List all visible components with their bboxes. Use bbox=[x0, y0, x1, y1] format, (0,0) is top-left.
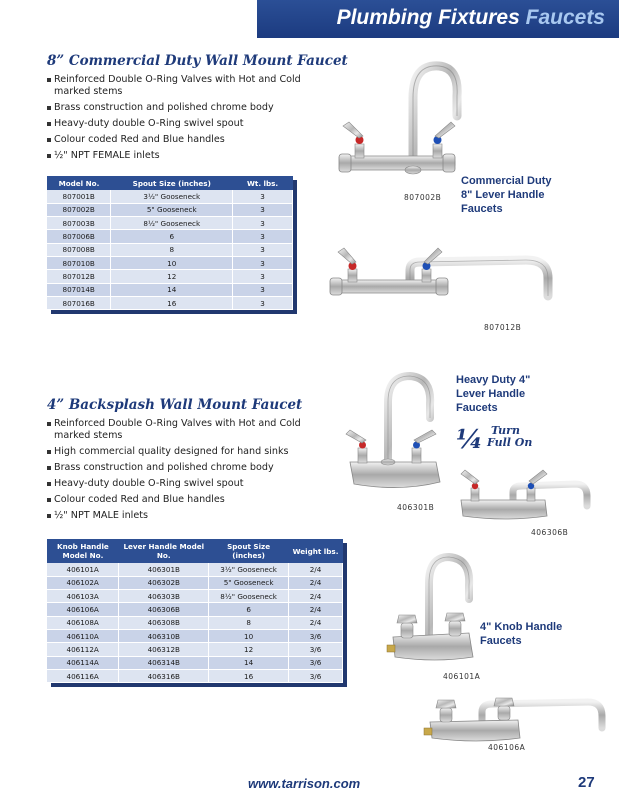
col-header: Wt. lbs. bbox=[233, 176, 293, 190]
table-cell: 807016B bbox=[47, 296, 111, 309]
table-cell: 406114A bbox=[47, 656, 119, 669]
table-cell: 807010B bbox=[47, 256, 111, 269]
bullet-item: Reinforced Double O-Ring Valves with Hot and Cold marked stems bbox=[47, 74, 337, 98]
faucet-backsplash-gooseneck-image bbox=[340, 370, 445, 500]
table-cell: 807006B bbox=[47, 230, 111, 243]
table-cell: 5" Gooseneck bbox=[111, 203, 233, 216]
table-cell: 12 bbox=[111, 270, 233, 283]
table-cell: 406108A bbox=[47, 616, 119, 629]
bullet-square-icon bbox=[47, 106, 51, 110]
page-number: 27 bbox=[578, 774, 595, 791]
table-row bbox=[47, 590, 343, 603]
table-cell: 406103A bbox=[47, 590, 119, 603]
product-code: 406106A bbox=[488, 743, 526, 752]
table-cell: 6 bbox=[209, 603, 289, 616]
table-cell: 807003B bbox=[47, 217, 111, 230]
table-cell: 406112A bbox=[47, 643, 119, 656]
col-header: Weight lbs. bbox=[289, 539, 343, 563]
faucet-knob-long-spout-image bbox=[420, 676, 610, 750]
table-cell: 3 bbox=[233, 203, 293, 216]
table-row bbox=[47, 563, 343, 576]
table-cell: 10 bbox=[209, 629, 289, 642]
bullet-item: ½" NPT FEMALE inlets bbox=[47, 150, 337, 162]
table-row bbox=[47, 283, 293, 296]
table-cell: 3 bbox=[233, 256, 293, 269]
product-code: 406301B bbox=[397, 503, 435, 512]
footer-url[interactable]: www.tarrison.com bbox=[248, 776, 361, 791]
table-cell: 3 bbox=[233, 270, 293, 283]
table-row bbox=[47, 629, 343, 642]
table-cell: 3 bbox=[233, 243, 293, 256]
faucet-knob-gooseneck-image bbox=[385, 553, 490, 673]
bullet-square-icon bbox=[47, 422, 51, 426]
section2-table bbox=[47, 539, 343, 683]
table-cell: 406312B bbox=[119, 643, 209, 656]
section1-table bbox=[47, 176, 293, 310]
bullet-square-icon bbox=[47, 78, 51, 82]
table-row bbox=[47, 243, 293, 256]
table-cell: 2/4 bbox=[289, 616, 343, 629]
table-cell: 8 bbox=[209, 616, 289, 629]
bullet-item: Brass construction and polished chrome body bbox=[47, 462, 337, 474]
caption-commercial-duty: Commercial Duty 8" Lever Handle Faucets bbox=[461, 175, 552, 215]
table-cell: 3/6 bbox=[289, 629, 343, 642]
bullet-item: ½" NPT MALE inlets bbox=[47, 510, 337, 522]
table-row bbox=[47, 669, 343, 682]
product-code: 406101A bbox=[443, 672, 481, 681]
section1-bullets bbox=[47, 74, 337, 166]
bullet-square-icon bbox=[47, 514, 51, 518]
table-cell: 10 bbox=[111, 256, 233, 269]
bullet-square-icon bbox=[47, 450, 51, 454]
section1-title: 8” Commercial Duty Wall Mount Faucet bbox=[47, 53, 348, 69]
bullet-item: Colour coded Red and Blue handles bbox=[47, 134, 337, 146]
table-row bbox=[47, 203, 293, 216]
table-cell: 807002B bbox=[47, 203, 111, 216]
table-cell: 8½" Gooseneck bbox=[111, 217, 233, 230]
table-cell: 807014B bbox=[47, 283, 111, 296]
table-cell: 2/4 bbox=[289, 563, 343, 576]
table-cell: 406106A bbox=[47, 603, 119, 616]
bullet-item: Colour coded Red and Blue handles bbox=[47, 494, 337, 506]
table-cell: 2/4 bbox=[289, 590, 343, 603]
bullet-square-icon bbox=[47, 466, 51, 470]
table-cell: 406316B bbox=[119, 669, 209, 682]
faucet-wall-long-spout-image bbox=[326, 232, 558, 320]
table-cell: 3 bbox=[233, 230, 293, 243]
table-cell: 406301B bbox=[119, 563, 209, 576]
table-row bbox=[47, 190, 293, 203]
table-row bbox=[47, 603, 343, 616]
table-row bbox=[47, 296, 293, 309]
col-header: Knob Handle Model No. bbox=[47, 539, 119, 563]
section2-title: 4” Backsplash Wall Mount Faucet bbox=[47, 397, 303, 413]
table-cell: 406110A bbox=[47, 629, 119, 642]
table-cell: 3/6 bbox=[289, 669, 343, 682]
table-row bbox=[47, 576, 343, 589]
table-cell: 3½" Gooseneck bbox=[111, 190, 233, 203]
product-code: 807002B bbox=[404, 193, 442, 202]
table-cell: 8 bbox=[111, 243, 233, 256]
table-row bbox=[47, 643, 343, 656]
table-cell: 406306B bbox=[119, 603, 209, 616]
faucet-wall-gooseneck-image bbox=[335, 58, 460, 203]
table-cell: 3½" Gooseneck bbox=[209, 563, 289, 576]
table-cell: 2/4 bbox=[289, 576, 343, 589]
table-row bbox=[47, 230, 293, 243]
table-cell: 5" Gooseneck bbox=[209, 576, 289, 589]
table-cell: 406116A bbox=[47, 669, 119, 682]
bullet-square-icon bbox=[47, 498, 51, 502]
table-cell: 8½" Gooseneck bbox=[209, 590, 289, 603]
table-cell: 2/4 bbox=[289, 603, 343, 616]
table-cell: 3 bbox=[233, 296, 293, 309]
table-row bbox=[47, 616, 343, 629]
bullet-square-icon bbox=[47, 482, 51, 486]
table-row bbox=[47, 217, 293, 230]
table-cell: 807012B bbox=[47, 270, 111, 283]
caption-heavy-duty: Heavy Duty 4" Lever Handle Faucets bbox=[456, 374, 531, 414]
table-row bbox=[47, 656, 343, 669]
bullet-item: High commercial quality designed for hand sinks bbox=[47, 446, 337, 458]
header-bar bbox=[257, 0, 619, 38]
table-cell: 3/6 bbox=[289, 643, 343, 656]
col-header: Lever Handle Model No. bbox=[119, 539, 209, 563]
table-cell: 3 bbox=[233, 283, 293, 296]
bullet-item: Brass construction and polished chrome body bbox=[47, 102, 337, 114]
table-cell: 406314B bbox=[119, 656, 209, 669]
product-code: 807012B bbox=[484, 323, 522, 332]
col-header: Model No. bbox=[47, 176, 111, 190]
table-cell: 14 bbox=[209, 656, 289, 669]
table-cell: 3 bbox=[233, 217, 293, 230]
table-cell: 16 bbox=[209, 669, 289, 682]
table-cell: 406101A bbox=[47, 563, 119, 576]
table-cell: 406302B bbox=[119, 576, 209, 589]
table-cell: 406308B bbox=[119, 616, 209, 629]
bullet-square-icon bbox=[47, 154, 51, 158]
table-cell: 406102A bbox=[47, 576, 119, 589]
page-title: Plumbing Fixtures Faucets bbox=[336, 6, 605, 29]
col-header: Spout Size (inches) bbox=[209, 539, 289, 563]
table-cell: 12 bbox=[209, 643, 289, 656]
table-cell: 406310B bbox=[119, 629, 209, 642]
section2-bullets bbox=[47, 418, 337, 526]
bullet-square-icon bbox=[47, 122, 51, 126]
table-cell: 406303B bbox=[119, 590, 209, 603]
col-header: Spout Size (inches) bbox=[111, 176, 233, 190]
table-cell: 3 bbox=[233, 190, 293, 203]
caption-knob-handle: 4" Knob Handle Faucets bbox=[480, 621, 563, 647]
bullet-item: Reinforced Double O-Ring Valves with Hot and Cold marked stems bbox=[47, 418, 337, 442]
faucet-backsplash-long-spout-image bbox=[455, 462, 595, 526]
product-code: 406306B bbox=[531, 528, 569, 537]
table-row bbox=[47, 256, 293, 269]
table-row bbox=[47, 270, 293, 283]
table-cell: 807001B bbox=[47, 190, 111, 203]
bullet-square-icon bbox=[47, 138, 51, 142]
table-cell: 807008B bbox=[47, 243, 111, 256]
table-cell: 14 bbox=[111, 283, 233, 296]
table-cell: 3/6 bbox=[289, 656, 343, 669]
table-cell: 16 bbox=[111, 296, 233, 309]
bullet-item: Heavy-duty double O-Ring swivel spout bbox=[47, 118, 337, 130]
bullet-item: Heavy-duty double O-Ring swivel spout bbox=[47, 478, 337, 490]
table-cell: 6 bbox=[111, 230, 233, 243]
